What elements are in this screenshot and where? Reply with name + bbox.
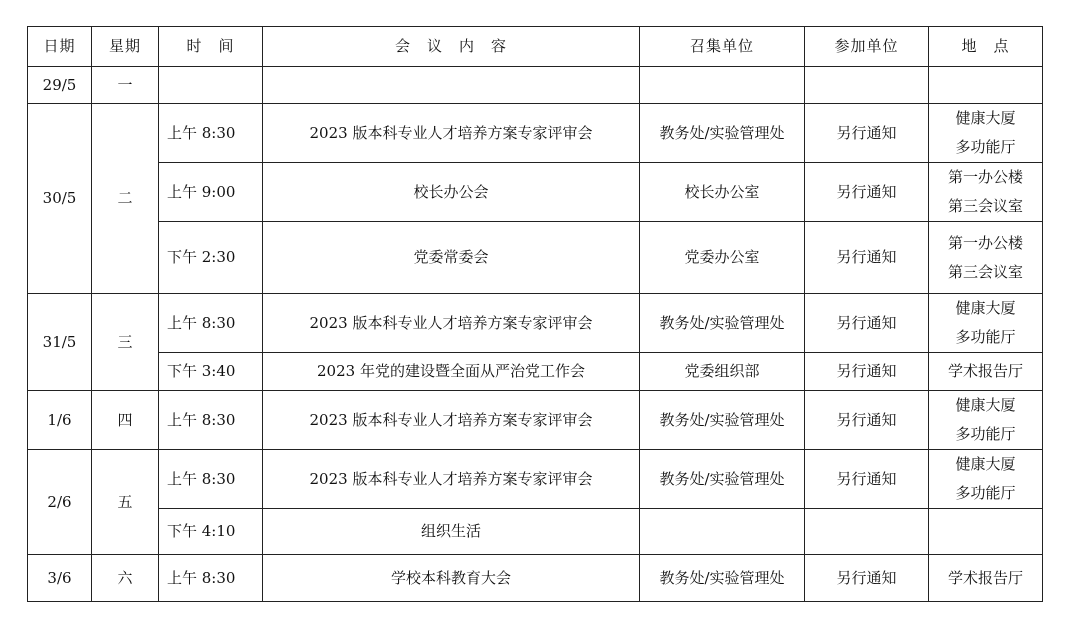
content-cell: 2023 版本科专业人才培养方案专家评审会 (263, 104, 640, 163)
convener-cell: 教务处/实验管理处 (640, 450, 805, 509)
location-cell (929, 294, 1043, 353)
header-time: 时 间 (159, 27, 263, 67)
table-row (28, 104, 1043, 163)
weekday-cell: 一 (92, 67, 159, 104)
participants-cell (805, 67, 929, 104)
participants-cell: 另行通知 (805, 353, 929, 391)
weekday-cell: 三 (92, 294, 159, 391)
content-cell: 党委常委会 (263, 222, 640, 294)
convener-cell: 党委办公室 (640, 222, 805, 294)
time-cell: 上午 8:30 (159, 294, 263, 353)
table-row (28, 391, 1043, 450)
convener-cell: 教务处/实验管理处 (640, 294, 805, 353)
content-cell: 学校本科教育大会 (263, 555, 640, 602)
location-cell (929, 163, 1043, 222)
content-cell: 2023 版本科专业人才培养方案专家评审会 (263, 294, 640, 353)
location-cell (929, 450, 1043, 509)
table-row (28, 222, 1043, 294)
location-cell (929, 555, 1043, 602)
header-content: 会 议 内 容 (263, 27, 640, 67)
time-cell: 上午 8:30 (159, 555, 263, 602)
location-text: 健康大厦 多功能厅 (955, 109, 1016, 156)
location-cell (929, 67, 1043, 104)
header-weekday: 星期 (92, 27, 159, 67)
header-location: 地 点 (929, 27, 1043, 67)
location-text: 第一办公楼 第三会议室 (947, 168, 1023, 215)
content-cell: 校长办公会 (263, 163, 640, 222)
time-cell: 上午 9:00 (159, 163, 263, 222)
weekday-cell: 二 (92, 104, 159, 294)
participants-cell: 另行通知 (805, 294, 929, 353)
location-cell (929, 104, 1043, 163)
time-cell: 下午 2:30 (159, 222, 263, 294)
participants-cell: 另行通知 (805, 163, 929, 222)
weekday-cell: 五 (92, 450, 159, 555)
time-cell: 上午 8:30 (159, 391, 263, 450)
content-cell: 2023 版本科专业人才培养方案专家评审会 (263, 450, 640, 509)
participants-cell: 另行通知 (805, 555, 929, 602)
date-cell: 2/6 (28, 450, 92, 555)
date-cell: 31/5 (28, 294, 92, 391)
convener-cell: 校长办公室 (640, 163, 805, 222)
table-row (28, 450, 1043, 509)
participants-cell (805, 509, 929, 555)
table-header-row (28, 27, 1043, 67)
header-participants: 参加单位 (805, 27, 929, 67)
convener-cell: 教务处/实验管理处 (640, 555, 805, 602)
content-cell: 组织生活 (263, 509, 640, 555)
convener-cell: 教务处/实验管理处 (640, 391, 805, 450)
time-cell: 下午 3:40 (159, 353, 263, 391)
convener-cell: 党委组织部 (640, 353, 805, 391)
location-text: 学术报告厅 (947, 568, 1023, 587)
table-row (28, 67, 1043, 104)
date-cell: 1/6 (28, 391, 92, 450)
header-date: 日期 (28, 27, 92, 67)
table-row (28, 353, 1043, 391)
convener-cell (640, 67, 805, 104)
location-text: 健康大厦 多功能厅 (955, 299, 1016, 346)
location-text: 健康大厦 多功能厅 (955, 396, 1016, 443)
weekday-cell: 四 (92, 391, 159, 450)
content-cell (263, 67, 640, 104)
weekday-cell: 六 (92, 555, 159, 602)
location-cell (929, 509, 1043, 555)
time-cell: 下午 4:10 (159, 509, 263, 555)
time-cell (159, 67, 263, 104)
location-text: 第一办公楼 第三会议室 (947, 233, 1023, 281)
time-cell: 上午 8:30 (159, 104, 263, 163)
content-cell: 2023 版本科专业人才培养方案专家评审会 (263, 391, 640, 450)
header-convener: 召集单位 (640, 27, 805, 67)
participants-cell: 另行通知 (805, 450, 929, 509)
date-cell: 3/6 (28, 555, 92, 602)
participants-cell: 另行通知 (805, 104, 929, 163)
table-row (28, 163, 1043, 222)
time-cell: 上午 8:30 (159, 450, 263, 509)
location-text: 健康大厦 多功能厅 (955, 455, 1016, 502)
meeting-schedule-table (27, 26, 1043, 602)
table-row (28, 509, 1043, 555)
participants-cell: 另行通知 (805, 222, 929, 294)
convener-cell: 教务处/实验管理处 (640, 104, 805, 163)
location-cell (929, 222, 1043, 294)
participants-cell: 另行通知 (805, 391, 929, 450)
table-row (28, 294, 1043, 353)
location-cell (929, 391, 1043, 450)
location-cell (929, 353, 1043, 391)
table-row (28, 555, 1043, 602)
location-text: 学术报告厅 (947, 362, 1023, 380)
date-cell: 29/5 (28, 67, 92, 104)
date-cell: 30/5 (28, 104, 92, 294)
content-cell: 2023 年党的建设暨全面从严治党工作会 (263, 353, 640, 391)
convener-cell (640, 509, 805, 555)
